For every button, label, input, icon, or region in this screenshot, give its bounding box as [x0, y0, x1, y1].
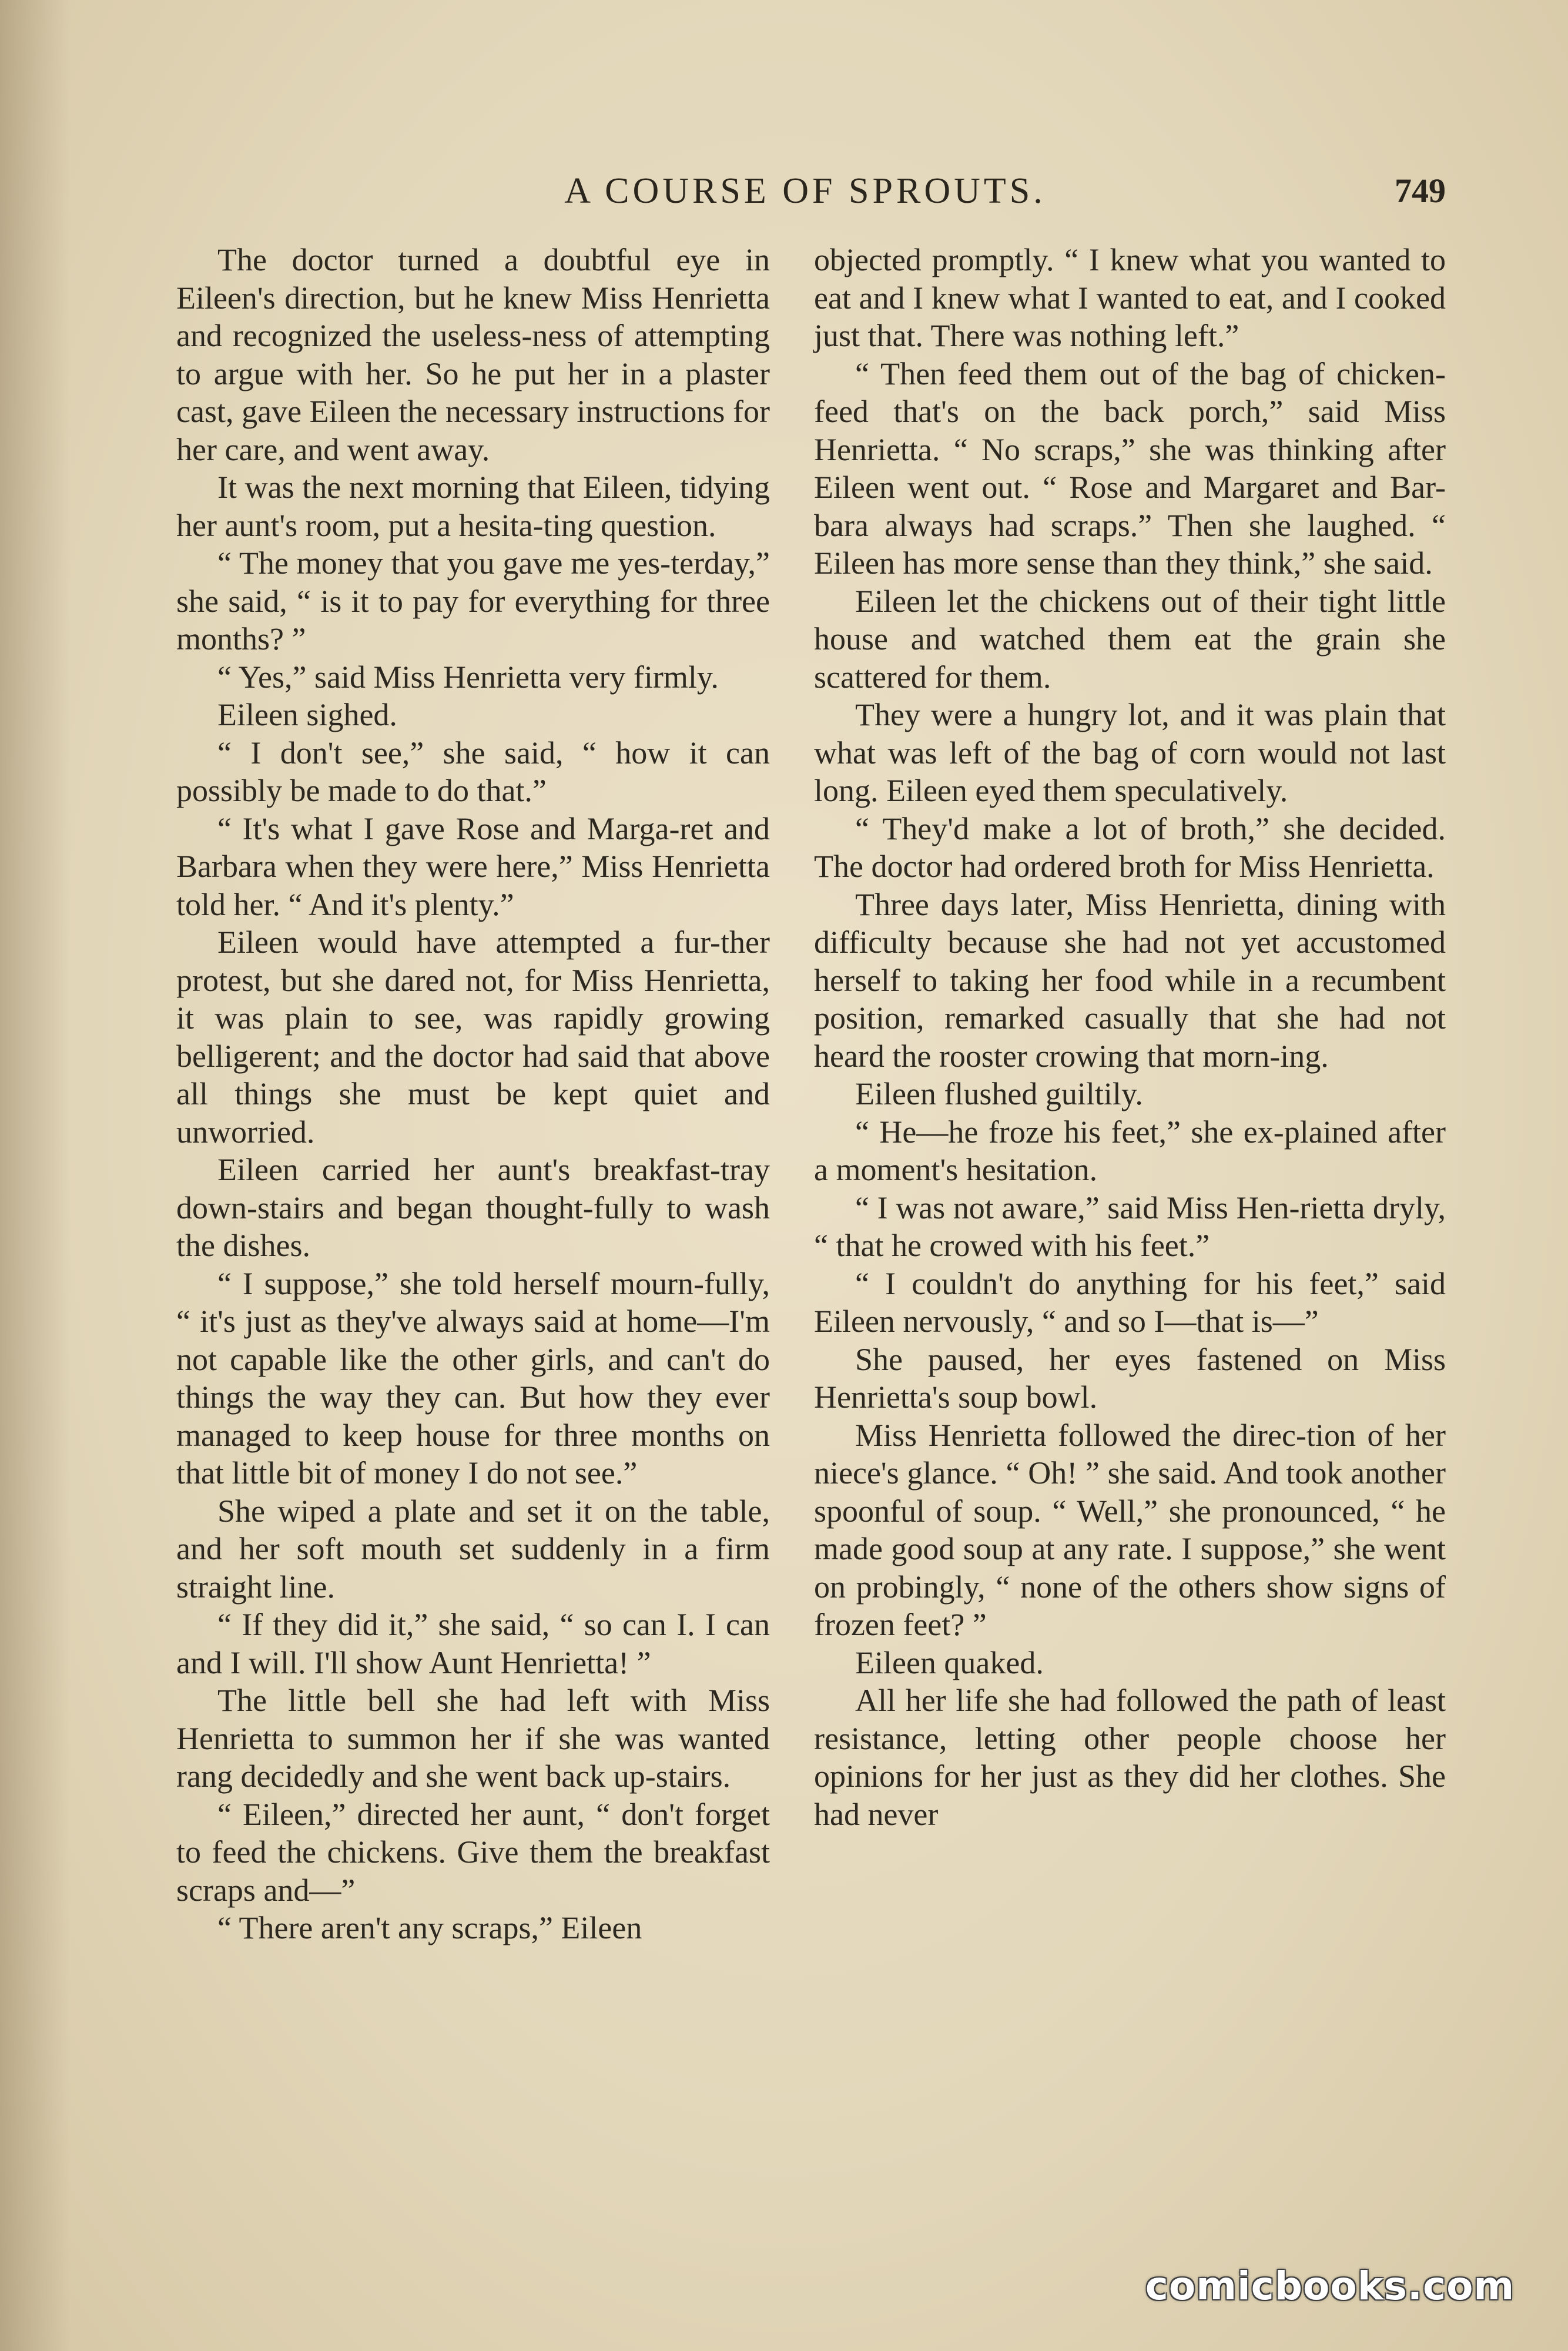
paragraph: Eileen would have attempted a fur-ther protest, but she dared not, for Miss Henrietta, it was plain to see, was rapidly growing belligerent; and the doctor had said that above all things she must be kept quiet and unworried.	[176, 925, 770, 1150]
paragraph: “ Then feed them out of the bag of chicken-feed that's on the back porch,” said Miss Henrietta. “ No scraps,” she was thinking after Eileen went out. “ Rose and Margaret and Bar-bara always had scraps.” Then she laughed. “ Eileen has more sense than they think,” she said.	[814, 356, 1446, 581]
left-text-column	[176, 241, 770, 2251]
paragraph: “ If they did it,” she said, “ so can I. I can and I will. I'll show Aunt Henrietta! ”	[176, 1607, 770, 1680]
paragraph: Eileen sighed.	[217, 697, 397, 732]
paragraph: Eileen quaked.	[855, 1645, 1044, 1680]
paragraph: It was the next morning that Eileen, tidying her aunt's room, put a hesita-ting question.	[176, 470, 770, 543]
right-text-column	[814, 241, 1446, 2251]
paragraph: “ I suppose,” she told herself mourn-fully, “ it's just as they've always said at home—I'm not capable like the other girls, and can't do things the way they can. But how they ever managed to keep house for three months on that little bit of money I do not see.”	[176, 1265, 770, 1491]
paragraph: “ The money that you gave me yes-terday,” she said, “ is it to pay for everything for three months? ”	[176, 545, 770, 657]
paragraph: The little bell she had left with Miss Henrietta to summon her if she was wanted rang decidedly and she went back up-stairs.	[176, 1683, 770, 1794]
page-number: 749	[1395, 172, 1446, 210]
paragraph: “ I couldn't do anything for his feet,” said Eileen nervously, “ and so I—that is—”	[814, 1265, 1446, 1339]
paragraph: “ I was not aware,” said Miss Hen-rietta dryly, “ that he crowed with his feet.”	[814, 1190, 1446, 1263]
running-title: A COURSE OF SPROUTS.	[564, 171, 1046, 211]
paragraph: Three days later, Miss Henrietta, dining with difficulty because she had not yet accustomed herself to taking her food while in a recumbent position, remarked casually that she had not heard the rooster crowing that morn-ing.	[814, 886, 1446, 1074]
paragraph: Eileen carried her aunt's breakfast-tray down-stairs and began thought-fully to wash the dishes.	[176, 1152, 770, 1263]
paragraph: She paused, her eyes fastened on Miss Henrietta's soup bowl.	[814, 1341, 1446, 1415]
paragraph: The doctor turned a doubtful eye in Eileen's direction, but he knew Miss Henrietta and recognized the useless-ness of attempting to argue with her. So he put her in a plaster cast, gave Eileen the necessary instructions for her care, and went away.	[176, 242, 770, 467]
paragraph: “ I don't see,” she said, “ how it can possibly be made to do that.”	[176, 735, 770, 808]
paragraph: Eileen flushed guiltily.	[855, 1076, 1143, 1111]
paragraph: “ He—he froze his feet,” she ex-plained after a moment's hesitation.	[814, 1114, 1446, 1187]
paragraph: They were a hungry lot, and it was plain that what was left of the bag of corn would not last long. Eileen eyed them speculatively.	[814, 697, 1446, 808]
paragraph: objected promptly. “ I knew what you wanted to eat and I knew what I wanted to eat, and I cooked just that. There was nothing left.”	[814, 242, 1446, 353]
paragraph: “ They'd make a lot of broth,” she decided. The doctor had ordered broth for Miss Henrietta.	[814, 811, 1446, 884]
paragraph: “ It's what I gave Rose and Marga-ret and Barbara when they were here,” Miss Henrietta told her. “ And it's plenty.”	[176, 811, 770, 922]
paragraph: “ There aren't any scraps,” Eileen	[217, 1910, 642, 1945]
paragraph: Miss Henrietta followed the direc-tion of her niece's glance. “ Oh! ” she said. And took another spoonful of soup. “ Well,” she pronounced, “ he made good soup at any rate. I suppose,” she went on probingly, “ none of the others show signs of frozen feet? ”	[814, 1417, 1446, 1642]
site-watermark: comicbooks.com	[1145, 2263, 1515, 2309]
page-edge-shadow	[0, 0, 71, 2351]
paragraph: All her life she had followed the path of least resistance, letting other people choose her opinions for her just as they did her clothes. She had never	[814, 1683, 1446, 1832]
page-header	[165, 168, 1446, 215]
paragraph: “ Eileen,” directed her aunt, “ don't forget to feed the chickens. Give them the breakfast scraps and—”	[176, 1796, 770, 1908]
paragraph: She wiped a plate and set it on the table, and her soft mouth set suddenly in a firm straight line.	[176, 1493, 770, 1605]
paragraph: Eileen let the chickens out of their tight little house and watched them eat the grain she scattered for them.	[814, 583, 1446, 695]
paragraph: “ Yes,” said Miss Henrietta very firmly.	[217, 659, 719, 695]
